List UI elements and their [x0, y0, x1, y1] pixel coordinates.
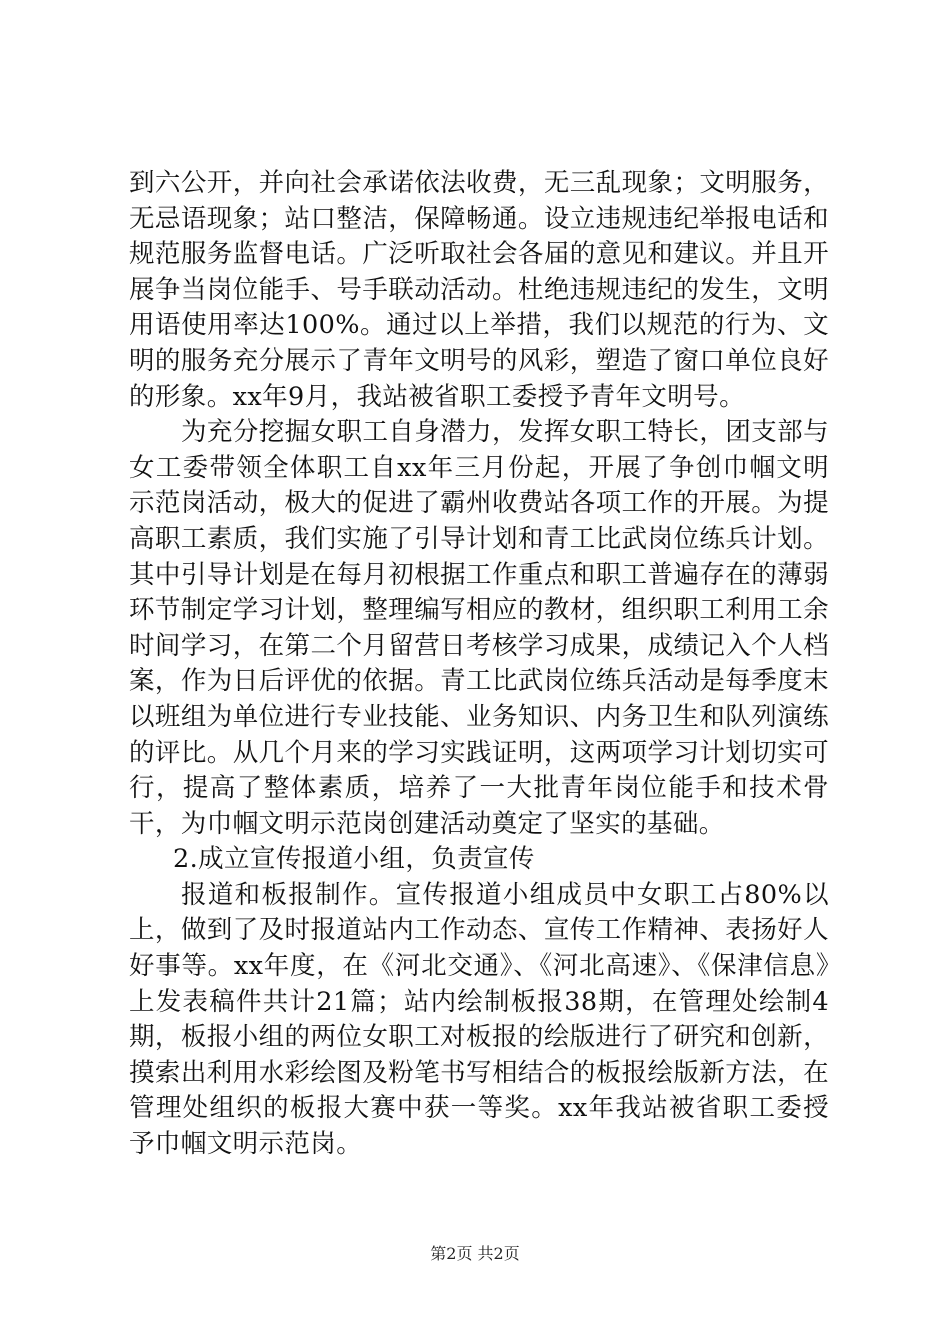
document-body	[129, 166, 829, 1163]
section-heading-publicity-group: 2.成立宣传报道小组，负责宣传	[173, 844, 535, 875]
paragraph-continued: 到六公开，并向社会承诺依法收费，无三乱现象；文明服务，无忌语现象；站口整洁，保障畅通。设立违规违纪举报电话和规范服务监督电话。广泛听取社会各届的意见和建议。并且开展争当岗位能手、号手联动活动。杜绝违规违纪的发生，文明用语使用率达100%。通过以上举措，我们以规范的行为、文明的服务充分展示了青年文明号的风彩，塑造了窗口单位良好的形象。xx年9月，我站被省职工委授予青年文明号。	[129, 168, 829, 412]
page-footer: 第2页 共2页	[430, 1244, 520, 1263]
paragraph-publicity-work: 报道和板报制作。宣传报道小组成员中女职工占80%以上，做到了及时报道站内工作动态、宣传工作精神、表扬好人好事等。xx年度，在《河北交通》、《河北高速》、《保津信息》上发表稿件共计21篇；站内绘制板报38期，在管理处绘制4期，板报小组的两位女职工对板报的绘版进行了研究和创新，摸索出利用水彩绘图及粉笔书写相结合的板报绘版新方法，在管理处组织的板报大赛中获一等奖。xx年我站被省职工委授予巾帼文明示范岗。	[129, 879, 829, 1160]
paragraph-womens-program: 为充分挖掘女职工自身潜力，发挥女职工特长，团支部与女工委带领全体职工自xx年三月份起，开展了争创巾帼文明示范岗活动，极大的促进了霸州收费站各项工作的开展。为提高职工素质，我们实施了引导计划和青工比武岗位练兵计划。其中引导计划是在每月初根据工作重点和职工普遍存在的薄弱环节制定学习计划，整理编写相应的教材，组织职工利用工余时间学习，在第二个月留营日考核学习成果，成绩记入个人档案，作为日后评优的依据。青工比武岗位练兵活动是每季度末以班组为单位进行专业技能、业务知识、内务卫生和队列演练的评比。从几个月来的学习实践证明，这两项学习计划切实可行，提高了整体素质，培养了一大批青年岗位能手和技术骨干，为巾帼文明示范岗创建活动奠定了坚实的基础。	[129, 417, 829, 839]
